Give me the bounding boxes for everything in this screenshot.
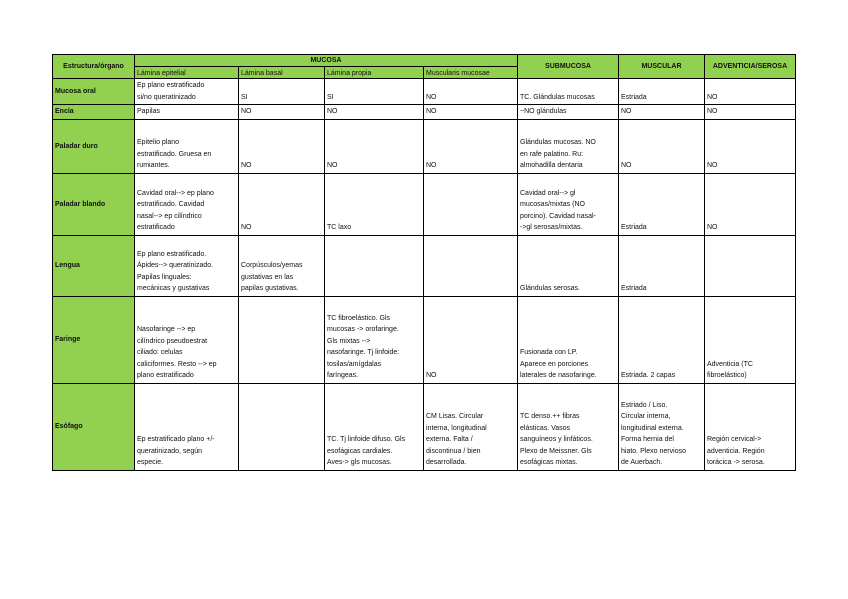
cell-lamina-propia: SI <box>325 79 424 105</box>
cell-submucosa: ~NO glándulas <box>518 105 619 120</box>
cell-muscular: Estriada. 2 capas <box>619 296 705 383</box>
table-row <box>53 235 796 296</box>
cell-muscularis-mucosae: NO <box>424 105 518 120</box>
row-label: Lengua <box>53 235 135 296</box>
cell-lamina-epitelial: Ep plano estratificado. Ápides--> queratinizado. Papilas linguales: mecánicas y gustativas <box>135 235 239 296</box>
cell-lamina-basal <box>239 383 325 470</box>
cell-muscularis-mucosae: NO <box>424 119 518 173</box>
cell-lamina-epitelial: Epitelio plano estratificado. Gruesa en rumiantes. <box>135 119 239 173</box>
table-row <box>53 79 796 105</box>
cell-muscular: NO <box>619 119 705 173</box>
cell-muscular: Estriado / Liso. Circular interna, longitudinal externa. Forma hernia del hiato. Plexo nervioso de Auerbach. <box>619 383 705 470</box>
header-mucosa: MUCOSA <box>135 55 518 67</box>
subheader-lamina-epitelial: Lámina epitelial <box>135 67 239 79</box>
table-row <box>53 119 796 173</box>
cell-submucosa: Glándulas mucosas. NO en rafe palatino. Ru: almohadilla dentaria <box>518 119 619 173</box>
cell-muscularis-mucosae <box>424 235 518 296</box>
row-label: Faringe <box>53 296 135 383</box>
histology-table <box>52 54 796 471</box>
cell-muscular: Estriada <box>619 79 705 105</box>
cell-lamina-basal: Corpúsculos/yemas gustativas en las papilas gustativas. <box>239 235 325 296</box>
table-row <box>53 173 796 235</box>
cell-adventicia <box>705 235 796 296</box>
row-label: Esófago <box>53 383 135 470</box>
row-label: Paladar blando <box>53 173 135 235</box>
table-body <box>53 79 796 471</box>
table-row <box>53 296 796 383</box>
cell-adventicia: NO <box>705 119 796 173</box>
cell-submucosa: TC. Glándulas mucosas <box>518 79 619 105</box>
cell-lamina-epitelial: Papilas <box>135 105 239 120</box>
cell-submucosa: Cavidad oral--> gl mucosas/mixtas (NO porcino). Cavidad nasal- ->gl serosas/mixtas. <box>518 173 619 235</box>
cell-lamina-epitelial: Cavidad oral--> ep plano estratificado. Cavidad nasal--> ep cilíndrico estratificado <box>135 173 239 235</box>
cell-muscularis-mucosae: CM Lisas. Circular interna, longitudinal externa. Falta / discontinua / bien desarrollada. <box>424 383 518 470</box>
cell-lamina-epitelial: Ep estratificado plano +/- queratinizado, según especie. <box>135 383 239 470</box>
cell-muscularis-mucosae: NO <box>424 79 518 105</box>
cell-adventicia: NO <box>705 79 796 105</box>
cell-lamina-basal: SI <box>239 79 325 105</box>
cell-lamina-propia: TC. Tj linfoide difuso. Gls esofágicas cardiales. Aves-> gls mucosas. <box>325 383 424 470</box>
row-label: Paladar duro <box>53 119 135 173</box>
cell-lamina-propia: NO <box>325 105 424 120</box>
cell-lamina-epitelial: Nasofaringe --> ep cilíndrico pseudoestrat ciliado: celulas caliciformes. Resto --> ep plano estratificado <box>135 296 239 383</box>
cell-lamina-epitelial: Ep plano estratificado si/no queratinizado <box>135 79 239 105</box>
cell-submucosa: TC denso.++ fibras elásticas. Vasos sanguíneos y linfáticos. Plexo de Meissner. Gls esofágicas mixtas. <box>518 383 619 470</box>
header-muscular: MUSCULAR <box>619 55 705 79</box>
cell-lamina-propia: NO <box>325 119 424 173</box>
cell-muscular: Estriada <box>619 173 705 235</box>
cell-muscularis-mucosae <box>424 173 518 235</box>
cell-adventicia: NO <box>705 173 796 235</box>
cell-lamina-propia: TC fibroelástico. Gls mucosas -> orofaringe. Gls mixtas --> nasofaringe. Tj linfoide: tosilas/amígdalas faríngeas. <box>325 296 424 383</box>
cell-muscularis-mucosae: NO <box>424 296 518 383</box>
cell-lamina-basal: NO <box>239 173 325 235</box>
header-estructura: Estructura/órgano <box>53 55 135 79</box>
cell-submucosa: Glándulas serosas. <box>518 235 619 296</box>
row-label: Mucosa oral <box>53 79 135 105</box>
table-row <box>53 383 796 470</box>
table-row <box>53 105 796 120</box>
cell-muscular: Estriada <box>619 235 705 296</box>
cell-lamina-propia: TC laxo <box>325 173 424 235</box>
subheader-muscularis-mucosae: Muscularis mucosae <box>424 67 518 79</box>
cell-muscular: NO <box>619 105 705 120</box>
header-submucosa: SUBMUCOSA <box>518 55 619 79</box>
cell-lamina-basal: NO <box>239 119 325 173</box>
header-adventicia: ADVENTICIA/SEROSA <box>705 55 796 79</box>
cell-submucosa: Fusionada con LP. Aparece en porciones laterales de nasofaringe. <box>518 296 619 383</box>
cell-adventicia: NO <box>705 105 796 120</box>
subheader-lamina-basal: Lámina basal <box>239 67 325 79</box>
cell-lamina-basal: NO <box>239 105 325 120</box>
cell-adventicia: Adventicia (TC fibroelástico) <box>705 296 796 383</box>
subheader-lamina-propia: Lámina propia <box>325 67 424 79</box>
cell-adventicia: Región cervical-> adventicia. Región torácica -> serosa. <box>705 383 796 470</box>
cell-lamina-basal <box>239 296 325 383</box>
cell-lamina-propia <box>325 235 424 296</box>
row-label: Encía <box>53 105 135 120</box>
